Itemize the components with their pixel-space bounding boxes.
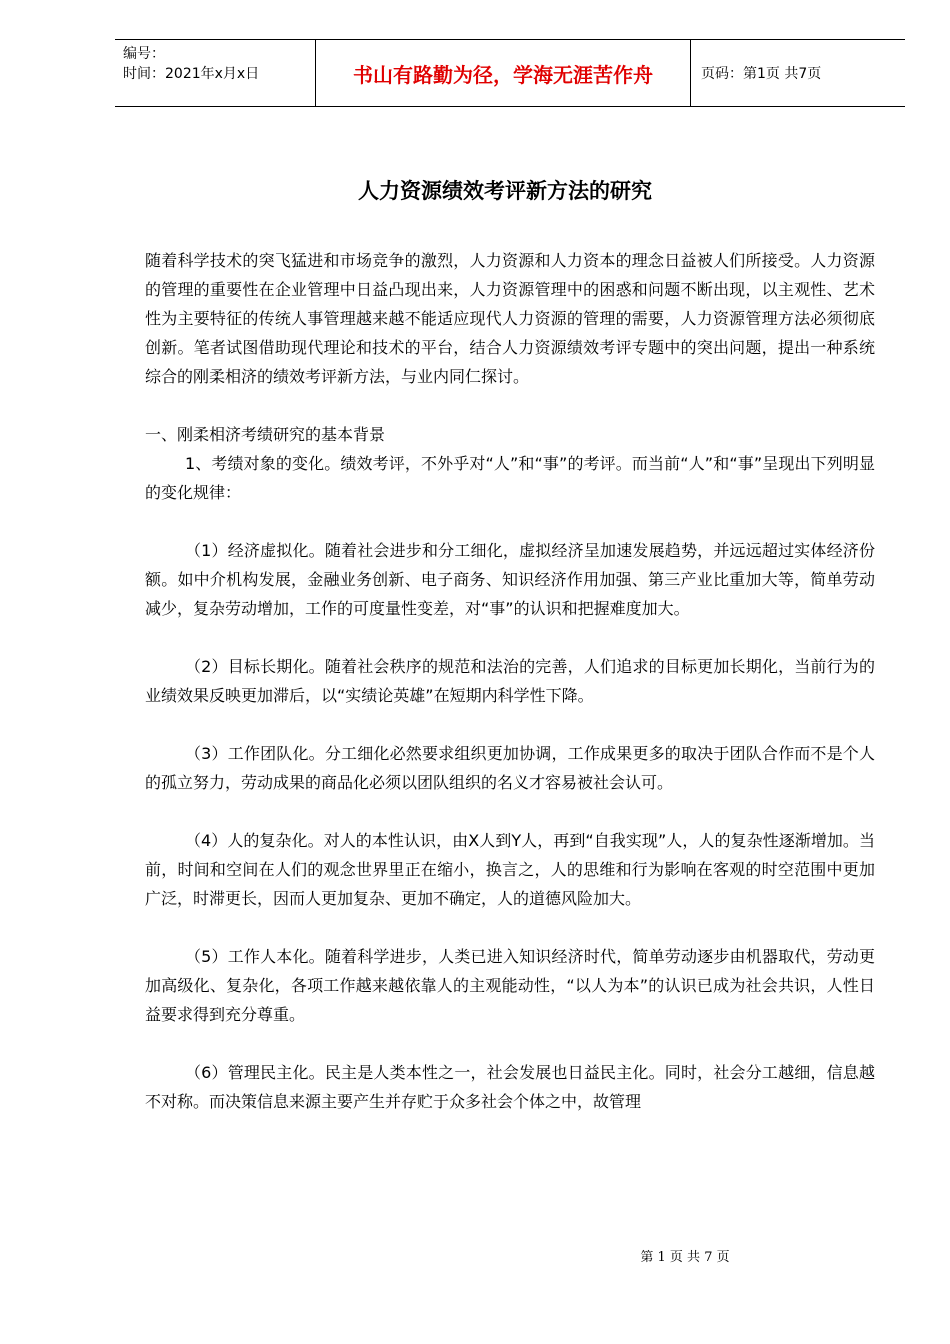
header-meta: [123, 44, 259, 84]
intro-paragraph: 随着科学技术的突飞猛进和市场竞争的激烈，人力资源和人力资本的理念日益被人们所接受。人力资源的管理的重要性在企业管理中日益凸现出来，人力资源管理中的困惑和问题不断出现，以主观性、艺术性为主要特征的传统人事管理越来越不能适应现代人力资源的管理的需要，人力资源管理方法必须彻底创新。笔者试图借助现代理论和技术的平台，结合人力资源绩效考评专题中的突出问题，提出一种系统综合的刚柔相济的绩效考评新方法，与业内同仁探讨。: [145, 251, 875, 386]
paragraph-1: （1）经济虚拟化。随着社会进步和分工细化，虚拟经济呈加速发展趋势，并远远超过实体经济份额。如中介机构发展，金融业务创新、电子商务、知识经济作用加强、第三产业比重加大等，简单劳动减少，复杂劳动增加，工作的可度量性变差，对“事”的认识和把握难度加大。: [145, 541, 875, 618]
header-motto: 书山有路勤为径，学海无涯苦作舟: [315, 40, 691, 106]
document-title: 人力资源绩效考评新方法的研究: [358, 178, 652, 203]
paragraph-4: （4）人的复杂化。对人的本性认识，由X人到Y人，再到“自我实现”人，人的复杂性逐渐增加。当前，时间和空间在人们的观念世界里正在缩小，换言之，人的思维和行为影响在客观的时空范围中更加广泛，时滞更长，因而人更加复杂、更加不确定，人的道德风险加大。: [145, 831, 875, 908]
paragraph-item-1: 1、考绩对象的变化。绩效考评，不外乎对“人”和“事”的考评。而当前“人”和“事”呈现出下列明显的变化规律：: [145, 454, 875, 502]
paragraph-2: （2）目标长期化。随着社会秩序的规范和法治的完善，人们追求的目标更加长期化，当前行为的业绩效果反映更加滞后，以“实绩论英雄”在短期内科学性下降。: [145, 657, 875, 705]
document-body: [145, 246, 875, 1116]
document-number: 编号：: [123, 46, 165, 62]
paragraph-6: （6）管理民主化。民主是人类本性之一，社会发展也日益民主化。同时，社会分工越细，信息越不对称。而决策信息来源主要产生并存贮于众多社会个体之中，故管理: [145, 1063, 875, 1111]
document-time: 时间：2021年x月x日: [123, 66, 260, 82]
section-heading: 一、刚柔相济考绩研究的基本背景: [145, 425, 386, 444]
header-page-number: 页码：第1页 共7页: [701, 66, 822, 82]
paragraph-5: （5）工作人本化。随着科学进步，人类已进入知识经济时代，简单劳动逐步由机器取代，劳动更加高级化、复杂化，各项工作越来越依靠人的主观能动性，“以人为本”的认识已成为社会共识，人性日益要求得到充分尊重。: [145, 947, 875, 1024]
page-footer: 第 1 页 共 7 页: [640, 1250, 730, 1265]
page-header: [115, 39, 905, 107]
paragraph-3: （3）工作团队化。分工细化必然要求组织更加协调，工作成果更多的取决于团队合作而不是个人的孤立努力，劳动成果的商品化必须以团队组织的名义才容易被社会认可。: [145, 744, 875, 792]
